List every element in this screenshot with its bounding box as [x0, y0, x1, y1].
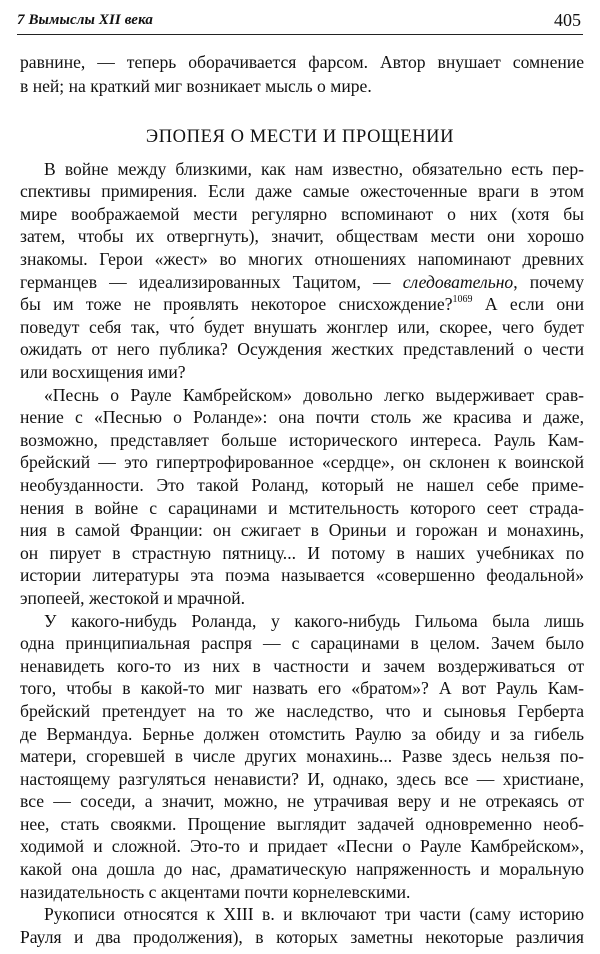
- paragraph-first-line: «Песнь о Рауле Камбрейском» довольно легко выдерживает срав-: [44, 384, 584, 405]
- running-head-title: 7 Вымыслы XII века: [17, 12, 153, 28]
- text-line: [20, 272, 584, 293]
- text-line: ния в самой Франции: он сжигает в Ориньи и горожан и монахинь,: [20, 520, 584, 541]
- text-line: какой она дошла до нас, драматическую напряженность и моральную: [20, 859, 584, 880]
- text-line: ходимой и сложной. Это-то и придает «Песни о Рауле Камбрейском»,: [20, 836, 584, 857]
- footnote-reference: 1069: [452, 294, 473, 306]
- text-line: или восхищения ими?: [20, 362, 186, 383]
- text-line: все — соседи, а значит, можно, не утрачивая веру и не отрекаясь от: [20, 791, 584, 812]
- text-line: в ней; на краткий миг возникает мысль о мире.: [20, 76, 372, 97]
- text-line: ожидать от него публика? Осуждения жестких представлений о чести: [20, 339, 584, 360]
- emphasized-word: следовательно: [402, 271, 514, 292]
- section-title: ЭПОПЕЯ О МЕСТИ И ПРОЩЕНИИ: [145, 126, 455, 147]
- paragraph-first-line: В войне между близкими, как нам известно, обязательно есть пер-: [44, 158, 584, 179]
- text-line: [20, 294, 584, 315]
- text-line: равнине, — теперь оборачивается фарсом. Автор внушает сомнение: [20, 52, 584, 72]
- text-line: де Вермандуа. Бернье должен отомстить Раулю за обиду и за гибель: [20, 723, 584, 744]
- text-line: поведут себя так, что́ будет внушать жонглер или, скорее, чего будет: [20, 316, 584, 337]
- text-line: мире воображаемой мести регулярно вспоминают о них (хотя бы: [20, 203, 584, 224]
- text-line: нее, стать своякми. Прощение выглядит задачей одновременно необ-: [20, 813, 584, 834]
- text-line: нение с «Песнью о Роланде»: она почти столь же красива и даже,: [20, 407, 584, 428]
- text-line: нения в войне с сарацинами и мстительность которого сеет страда-: [20, 497, 584, 518]
- text-line: возможно, представляет больше исторического интереса. Рауль Кам-: [20, 429, 584, 450]
- text-line: знакомы. Герои «жест» во многих отношениях напоминают древних: [20, 249, 584, 270]
- text-line: брейский — это гипертрофированное «сердце», он склонен к воинской: [20, 452, 584, 473]
- page-number: 405: [554, 10, 581, 30]
- text-line: он пирует в страстную пятницу... И потому в наших учебниках по: [20, 542, 584, 563]
- text-line: того, чтобы в какой-то миг назвать его «братом»? А вот Рауль Кам-: [20, 678, 584, 699]
- text-line: матери, сгоревшей в числе других монахинь... Разве здесь нельзя по-: [20, 746, 584, 767]
- paragraph-first-line: У какого-нибудь Роланда, у какого-нибудь Гильома была лишь: [44, 610, 584, 631]
- text-line: ненавидеть кого-то из них в частности и зачем воздерживаться от: [20, 655, 584, 676]
- text-line: истории литературы эта поэма называется «совершенно феодальной»: [20, 565, 584, 586]
- running-header: [17, 4, 583, 35]
- text-line: одна принципиальная распря — с сарацинами в целом. Зачем было: [20, 633, 584, 654]
- text-fragment: , почему: [513, 271, 584, 292]
- text-fragment: А если они: [472, 294, 584, 315]
- text-fragment: германцев — идеализированных Тацитом, —: [20, 271, 403, 292]
- text-line: брейский претендует на то же наследство, что и сыновья Герберта: [20, 700, 584, 721]
- text-line: назидательность с акцентами почти корнелевскими.: [20, 881, 411, 902]
- text-line: необузданности. Это такой Роланд, который не нашел себе приме-: [20, 475, 584, 495]
- text-line: спективы примирения. Если даже самые ожесточенные враги в этом: [20, 181, 584, 202]
- text-line: эпопеей, жестокой и мрачной.: [20, 587, 246, 608]
- text-line: затем, чтобы их отвергнуть), значит, обществам мести они хорошо: [20, 226, 584, 247]
- text-line: Рауля и два продолжения), в которых заметны некоторые различия: [20, 926, 584, 947]
- text-line: настоящему разгуляться ненависти? И, однако, здесь все — христиане,: [20, 768, 584, 789]
- text-fragment: бы им тоже не проявлять некоторое снисхождение?: [20, 294, 453, 315]
- paragraph-first-line: Рукописи относятся к XIII в. и включают три части (саму историю: [44, 904, 584, 925]
